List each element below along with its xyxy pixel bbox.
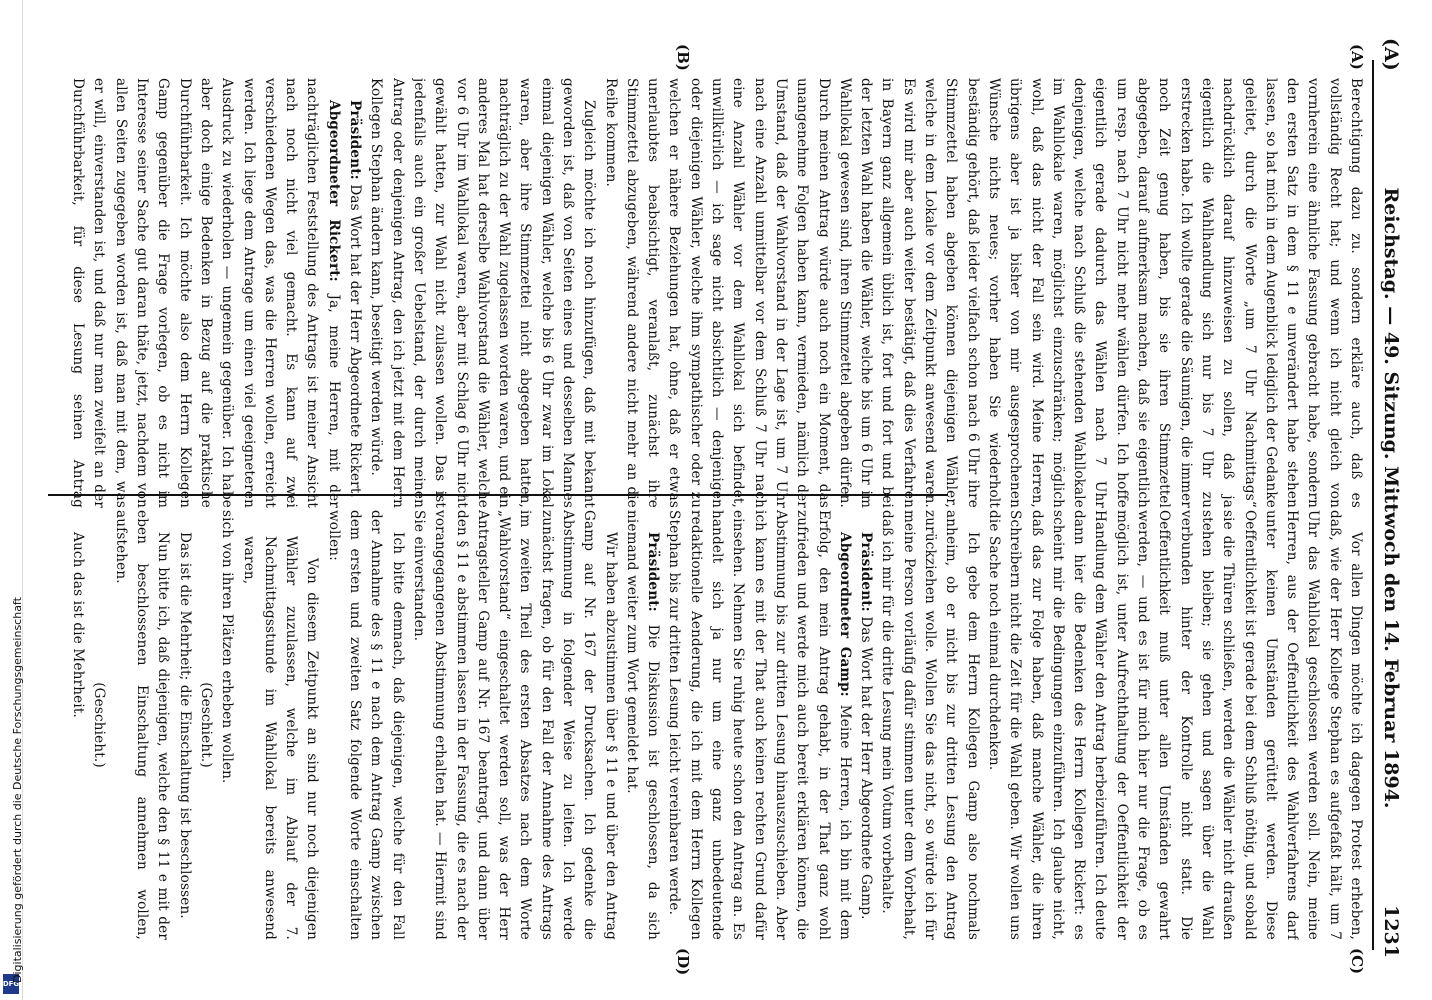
running-title: Reichstag. — 49. Sitzung. Mittwoch den 14. Februar 1894. [1380, 187, 1402, 809]
speech-text: Das Wort hat der Herr Abgeordnete Gamp. [858, 616, 875, 920]
speaker-name: Präsident: [645, 532, 662, 612]
speaker-paragraph [66, 78, 344, 508]
margin-marker-d: (D) [674, 948, 692, 976]
speech-text: Ja, meine Herren, mit der nachträglichen Feststellung des Antrags ist meiner Ansicht nach noch nicht viel gemacht. Es kann auf zwei verschiedenen Wegen das, was die Herren wollen, erreicht werden. Ich liege dem Antrage um einen viel geeigneteren Ausdruck zu wiederholen — ungemein gegenüber. Ich habe aber doch einige Bedenken in Bezug auf die praktische Durchführbarkeit. Ich möchte also dem Herrn Kollegen Gamp gegenüber die Frage vorlegen, ob es nicht im Interesse seiner Sache gut daran thäte, jetzt, nachdem von allen Seiten zugegeben worden ist, daß man mit dem, was er will, einverstanden ist, und daß nur man zweifelt an der Durchführbarkeit, für diese Lesung seinen Antrag [70, 78, 342, 508]
right-column [66, 510, 1366, 940]
stage-direction: (Geschieht.) [91, 682, 108, 768]
speaker-name: Abgeordneter Gamp: [836, 532, 853, 697]
speech-text: Das Wort hat der Herr Abgeordnete Rickert. [347, 184, 364, 498]
paragraph: Ich bitte demnach, daß diejenigen, welche für den Fall der Annahme des § 11 e nach dem Antrag Gamp zwischen dem ersten und zweiten Satz folgende Worte einschalten wollen: [325, 510, 406, 940]
speaker-paragraph [855, 510, 876, 940]
paragraph: Nun bitte ich, daß diejenigen, welche den § 11 e mit der eben beschlossenen Einschaltung annehmen wollen, aufstehen. [112, 510, 172, 940]
margin-marker-b: (B) [674, 44, 692, 71]
paragraph: Zugleich möchte ich noch hinzufügen, daß mit bekannt geworden ist, daß von Seiten eines und desselben Mannes einmal diejenigen Wähler, welche bis 6 Uhr zwar im Lokal waren, aber ihre Stimmzettel nicht abgegeben hatten, nachträglich zu der Wahl zugelassen worden waren, und ein anderes Mal hat derselbe Wahlvorstand die Wähler, welche vor 6 Uhr im Wahllokal waren, aber mit Schlag 6 Uhr nicht gewählt hatten, zur Wahl nicht zulassen wollen. Das ist jedenfalls auch ein großer Uebelstand, der durch meinen Antrag oder denjenigen Antrag, den ich jetzt mit dem Herrn Kollegen Stephan ändern kann, beseitigt werden würde. [368, 78, 598, 508]
left-column [66, 78, 1366, 508]
header-marker: (A) [1380, 38, 1402, 71]
digitization-sidebar [0, 0, 23, 1000]
speaker-paragraph [663, 510, 855, 940]
speaker-name: Präsident: [858, 532, 875, 612]
page-header [1376, 38, 1406, 958]
speech-text: Die Diskussion ist geschlossen, da sich niemand weiter zum Wort gemeldet hat. [623, 510, 662, 940]
speaker-name: Abgeordneter Rickert: [325, 100, 342, 282]
stage-direction: (Geschieht.) [197, 682, 214, 768]
dfg-logo: DFG [3, 974, 19, 994]
speaker-name: Präsident: [347, 100, 364, 180]
margin-marker-a: (A) [1348, 44, 1366, 70]
paragraph: sich von ihren Plätzen erheben wollen. [219, 510, 236, 784]
paragraph: Ich gebe dem Herrn Kollegen Gamp also nochmals anheim, ob er nicht bis zur dritten Lesung den Antrag zurückziehen wolle. Wollen Sie das nicht, so würde ich für meine Person vorläufig dafür stimmen unter dem Vorbehalt, daß ich mir für die dritte Lesung mein Votum vorbehalte. [879, 510, 981, 940]
paragraph [66, 510, 67, 940]
header-rule [1372, 60, 1374, 950]
quoted-text: Von diesem Zeitpunkt an sind nur noch diejenigen Wähler zuzulassen, welche im Ablauf der 7. Nachmittagsstunde im Wahllokal bereits anwesend waren, [240, 536, 321, 940]
funding-credit: Digitalisierung gefördert durch die Deutsche Forschungsgemeinschaft [11, 597, 24, 983]
speaker-paragraph [344, 78, 365, 508]
paragraph: Wir haben abzustimmen über § 11 e und über den Antrag Gamp auf Nr. 167 der Drucksachen. Ich gedenke die Abstimmung in folgender Weise zu leiten. Ich werde zunächst fragen, ob für den Fall der Annahme des Antrags im zweiten Theil des ersten Absatzes nach dem Worte „Wahlvorstand“ eingeschaltet werden soll, was der Herr Antragsteller Gamp auf Nr. 167 beantragt, und dann über den § 11 e abstimmen lassen in der Fassung, die es nach der vorangegangenen Abstimmung erhalten hat. — Hiermit sind Sie einverstanden. [410, 510, 619, 940]
paragraph: Berechtigung dazu zu. sondern erkläre auch, daß es vollständig Recht hat; und wenn ich nicht gleich von vornherein eine ähnliche Fassung gebracht habe, sondern den ersten Satz in dem § 11 e unverändert habe stehen lassen, so hat mich in dem Augenblick lediglich der Gedanke geleitet, durch die Worte „um 7 Uhr Nachmittags“ nachdrücklich darauf hinzuweisen zu sollen, daß ja eigentlich die Wahlhandlung sich nur bis 7 Uhr zu erstrecken habe. Ich wollte gerade die Säumigen, die immer noch Zeit genug haben, bis sie ihren Stimmzettel abgegeben, darauf aufmerksam machen, daß sie eigentlich um resp. nach 7 Uhr nicht mehr wählen dürfen. Ich hoffe eigentlich gerade dadurch das Wählen nach 7 Uhr denjenigen, welche nach Schluß die stehenden Wahllokale im Wahllokale waren, möglichst einzuschränken; möglich wohl, daß das nicht der Fall sein wird. Meine Herren, übrigens aber ist ja bisher von mir ausgesprochenen Wünsche nichts neues; vorher haben Sie wiederholt beständig gehört, daß leider vielfach schon nach 6 Uhr ihre Stimmzettel haben abgeben können diejenigen Wähler, welche in dem Lokale vor dem Zeitpunkt anwesend waren. Es wird mir aber auch weiter bestätigt, daß dies Verfahren in Bayern ganz allgemein üblich ist, fort und fort und bei der letzten Wahl haben die Wähler, welche bis um 6 Uhr im Wahllokal gewesen sind, ihren Stimmzettel abgeben dürfen. Durch meinen Antrag würde auch noch ein Moment, das unangenehme Folgen haben kann, vermieden, nämlich der Umstand, daß der Wahlvorstand in der Lage ist, um 7 Uhr nach eine Anzahl unmittelbar vor dem Schluß 7 Uhr nach eine Anzahl Wähler vor dem Wahllokal sich befindet, unwillkürlich — ich sage nicht absichtlich — denjenigen oder diejenigen Wähler, welche ihm sympathischer oder zu welchen er nähere Beziehungen hat, ohne, daß er etwas unerlaubtes beabsichtigt, veranlaßt, zunächst ihre Stimmzettel abzugeben, während andere nicht mehr an die Reihe kommen. [602, 78, 1364, 508]
speech-text: Meine Herren, ich bin mit dem Erfolg, den mein Antrag gehabt, in der That ganz wohl zufrieden und werde mich auch bereit erklären können, die Abstimmung bis zur dritten Lesung hinauszuschieben. Aber ich kann es mit der That auch keinen rechten Grund dafür einsehen. Nehmen Sie ruhig heute schon den Antrag an. Es handelt sich ja nur um eine ganz unbedeutende redaktionelle Aenderung, die ich mit dem Herrn Kollegen Stephan bis zur dritten Lesung leicht vereinbaren werde. [666, 510, 853, 940]
speaker-paragraph [621, 510, 664, 940]
page-number: 1231 [1380, 905, 1402, 958]
paragraph: Vor allen Dingen möchte ich dagegen Protest erheben, daß, wie der Herr Kollege Stephan es aufgefaßt hält, um 7 Uhr das Wahllokal geschlossen werden soll. Nein, meine Herren, aus der Oeffentlichkeit des Wahlverfahrens darf unter keinen Umständen gerüttelt werden. Diese Oeffentlichkeit ist gerade bei dem Schluß nöthig, und sobald sie die Thüren schließen, werden die Wähler nicht draußen stehen bleiben; sie gehen und sagen über die Wahl verbunden hinter der Kontrolle nicht statt. Die Oeffentlichkeit muß unter allen Umständen gewahrt werden, — und es ist für mich hier nur die Frage, ob es möglich ist, unter Aufrechthaltung der Oeffentlichkeit der Handlung dem Wähler den Antrag herbeizuführen. Ich deute dann hier die Bedenken des Herrn Kollegen Rickert: es scheint mir die Bedingungen einzuführen. Ich glaube nicht, daß das zur Folge haben, daß manche Wähler, die ihren Schreibern nicht die Zeit für die Wahl geben. Wir wollen uns die Sache noch einmal durchdenken. [985, 510, 1364, 940]
margin-marker-c: (C) [1348, 948, 1366, 975]
paragraph: Das ist die Mehrheit; die Einschaltung ist beschlossen. [176, 532, 193, 919]
paragraph: Auch das ist die Mehrheit. [70, 532, 87, 718]
column-divider [48, 494, 948, 496]
